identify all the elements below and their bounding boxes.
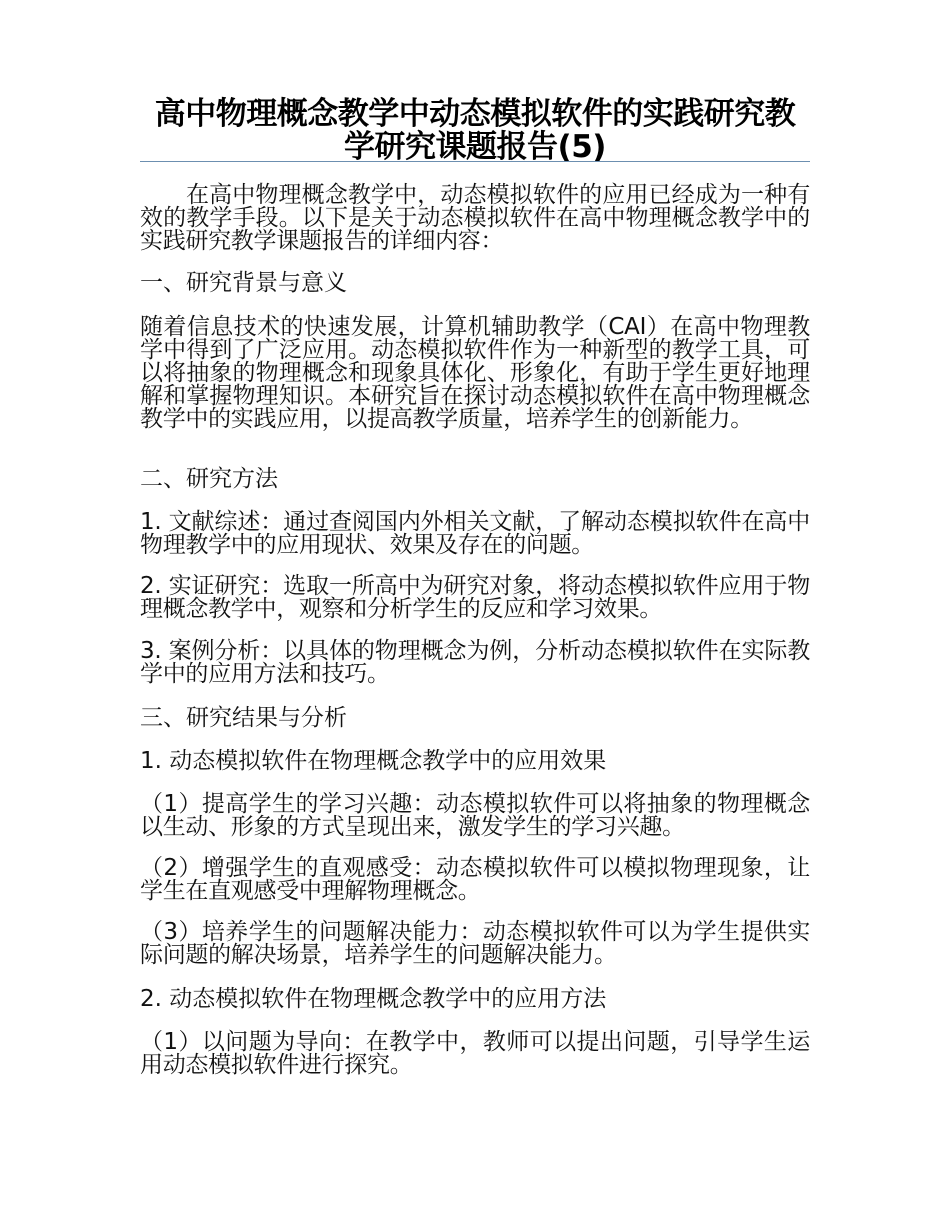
effect-item-intuition: （2）增强学生的直观感受：动态模拟软件可以模拟物理现象，让学生在直观感受中理解物理概念。 xyxy=(140,855,810,904)
effect-item-interest: （1）提高学生的学习兴趣：动态模拟软件可以将抽象的物理概念以生动、形象的方式呈现出来，激发学生的学习兴趣。 xyxy=(140,791,810,840)
method-item-literature: 1. 文献综述：通过查阅国内外相关文献，了解动态模拟软件在高中物理教学中的应用现状、效果及存在的问题。 xyxy=(140,509,810,558)
method-item-case: 3. 案例分析：以具体的物理概念为例，分析动态模拟软件在实际教学中的应用方法和技巧。 xyxy=(140,638,810,687)
section-heading-methods: 二、研究方法 xyxy=(140,466,278,492)
document-title: 高中物理概念教学中动态模拟软件的实践研究教学研究课题报告(5) xyxy=(154,96,796,165)
subheading-effects: 1. 动态模拟软件在物理概念教学中的应用效果 xyxy=(140,748,607,774)
intro-paragraph: 在高中物理概念教学中，动态模拟软件的应用已经成为一种有效的教学手段。以下是关于动态模拟软件在高中物理概念教学中的实践研究教学课题报告的详细内容： xyxy=(140,182,810,254)
section-heading-results: 三、研究结果与分析 xyxy=(140,705,347,731)
method-item-empirical: 2. 实证研究：选取一所高中为研究对象，将动态模拟软件应用于物理概念教学中，观察和分析学生的反应和学习效果。 xyxy=(140,573,810,622)
title-underline xyxy=(140,161,810,162)
applied-item-question-guided: （1）以问题为导向：在教学中，教师可以提出问题，引导学生运用动态模拟软件进行探究。 xyxy=(140,1029,810,1078)
subheading-methods-applied: 2. 动态模拟软件在物理概念教学中的应用方法 xyxy=(140,986,607,1012)
background-paragraph: 随着信息技术的快速发展，计算机辅助教学（CAI）在高中物理教学中得到了广泛应用。动态模拟软件作为一种新型的教学工具，可以将抽象的物理概念和现象具体化、形象化，有助于学生更好地理解和掌握物理知识。本研究旨在探讨动态模拟软件在高中物理概念教学中的实践应用，以提高教学质量，培养学生的创新能力。 xyxy=(140,314,810,432)
section-heading-background: 一、研究背景与意义 xyxy=(140,270,347,296)
effect-item-problem-solving: （3）培养学生的问题解决能力：动态模拟软件可以为学生提供实际问题的解决场景，培养学生的问题解决能力。 xyxy=(140,919,810,968)
